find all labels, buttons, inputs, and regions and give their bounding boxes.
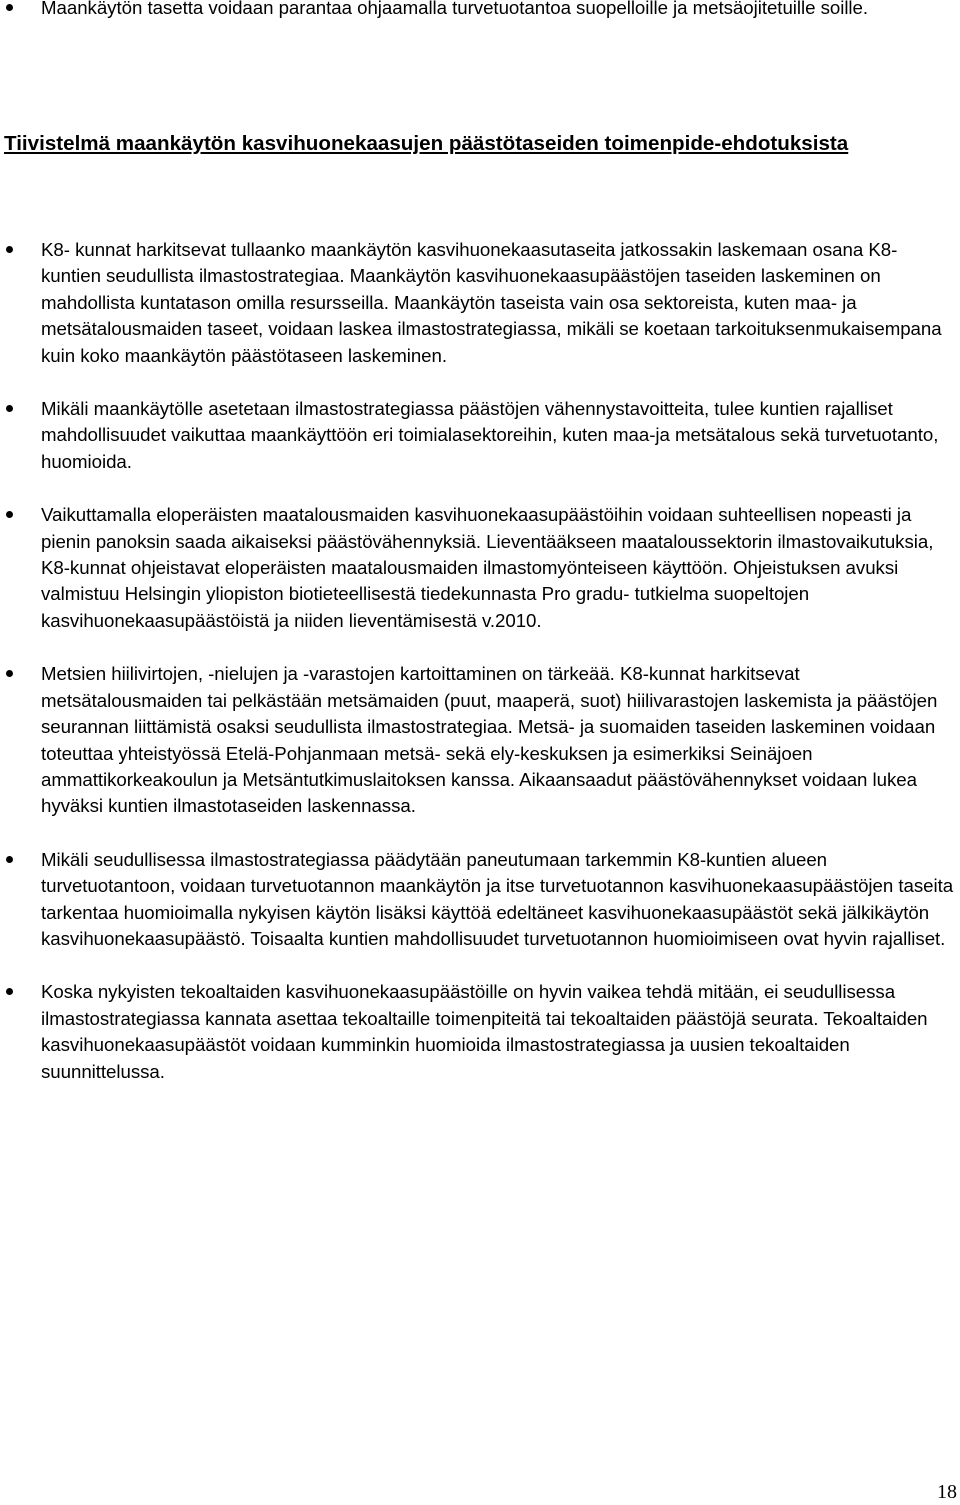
- list-item-text: Vaikuttamalla eloperäisten maatalousmaiden kasvihuonekaasupäästöihin voidaan suhteellisen nopeasti ja pienin panoksin saada aikaiseksi päästövähennyksiä. Lieventääkseen maataloussektorin ilmastovaikutuksia, K8-kunnat ohjeistavat eloperäisten maatalousmaiden ilmastomyönteiseen käyttöön. Ohjeistuksen avuksi valmistuu Helsingin yliopiston biotieteellisestä tiedekunnasta Pro gradu- tutkielma suopeltojen kasvihuonekaasupäästöistä ja niiden lieventämisestä v.2010.: [41, 504, 934, 631]
- bullet-icon: [6, 405, 13, 412]
- list-item-text: Koska nykyisten tekoaltaiden kasvihuonekaasupäästöille on hyvin vaikea tehdä mitään, ei seudullisessa ilmastostrategiassa kannata asettaa tekoaltaille toimenpiteitä tai tekoaltaiden päästöjä seurata. Tekoaltaiden kasvihuonekaasupäästöt voidaan kumminkin huomioida ilmastostrategiassa ja uusien tekoaltaiden suunnittelussa.: [41, 981, 928, 1082]
- list-item: [0, 847, 960, 953]
- list-item-text: Maankäytön tasetta voidaan parantaa ohjaamalla turvetuotantoa suopelloille ja metsäojitetuille soille.: [41, 0, 869, 18]
- bullet-icon: [6, 988, 13, 995]
- list-item-text: Mikäli seudullisessa ilmastostrategiassa päädytään paneutumaan tarkemmin K8-kuntien alueen turvetuotantoon, voidaan turvetuotannon maankäytön ja itse turvetuotannon kasvihuonekaasupäästöjen taseita tarkentaa huomioimalla nykyisen käytön lisäksi käyttöä edeltäneet kasvihuonekaasupäästöt sekä jälkikäytön kasvihuonekaasupäästö. Toisaalta kuntien mahdollisuudet turvetuotannon huomioimiseen ovat hyvin rajalliset.: [41, 848, 954, 949]
- bullet-icon: [6, 246, 13, 253]
- list-item: [0, 237, 960, 369]
- page-number: 18: [937, 1481, 957, 1503]
- list-item-text: Mikäli maankäytölle asetetaan ilmastostrategiassa päästöjen vähennystavoitteita, tulee kuntien rajalliset mahdollisuudet vaikuttaa maankäyttöön eri toimialasektoreihin, kuten maa-ja metsätalous sekä turvetuotanto, huomioida.: [41, 398, 939, 472]
- section-heading: Tiivistelmä maankäytön kasvihuonekaasujen päästötaseiden toimenpide-ehdotuksista: [4, 132, 849, 155]
- list-item: [0, 0, 930, 21]
- list-item: [0, 979, 960, 1085]
- top-bullet-list: [0, 0, 930, 21]
- proposal-bullet-list: [0, 237, 960, 1085]
- list-item-text: Metsien hiilivirtojen, -nielujen ja -varastojen kartoittaminen on tärkeää. K8-kunnat harkitsevat metsätalousmaiden tai pelkästään metsämaiden (puut, maaperä, suot) hiilivarastojen laskemista ja päästöjen seurannan liittämistä osaksi seudullista ilmastostrategiaa. Metsä- ja suomaiden taseiden laskeminen voidaan toteuttaa yhteistyössä Etelä-Pohjanmaan metsä- sekä ely-keskuksen ja esimerkiksi Seinäjoen ammattikorkeakoulun ja Metsäntutkimuslaitoksen kanssa. Aikaansaadut päästövähennykset voidaan lukea hyväksi kuntien ilmastotaseiden laskennassa.: [41, 663, 938, 817]
- bullet-icon: [6, 670, 13, 677]
- list-item-text: K8- kunnat harkitsevat tullaanko maankäytön kasvihuonekaasutaseita jatkossakin laskemaan osana K8- kuntien seudullista ilmastostrategiaa. Maankäytön kasvihuonekaasupäästöjen taseiden laskeminen on mahdollista kuntatason omilla resursseilla. Maankäytön taseista vain osa sektoreista, kuten maa- ja metsätalousmaiden taseet, voidaan laskea ilmastostrategiassa, mikäli se koetaan tarkoituksenmukaisempana kuin koko maankäytön päästötaseen laskeminen.: [41, 239, 942, 366]
- bullet-icon: [6, 511, 13, 518]
- bullet-icon: [6, 856, 13, 863]
- bullet-icon: [6, 4, 13, 11]
- list-item: [0, 502, 960, 634]
- list-item: [0, 661, 960, 819]
- list-item: [0, 396, 960, 475]
